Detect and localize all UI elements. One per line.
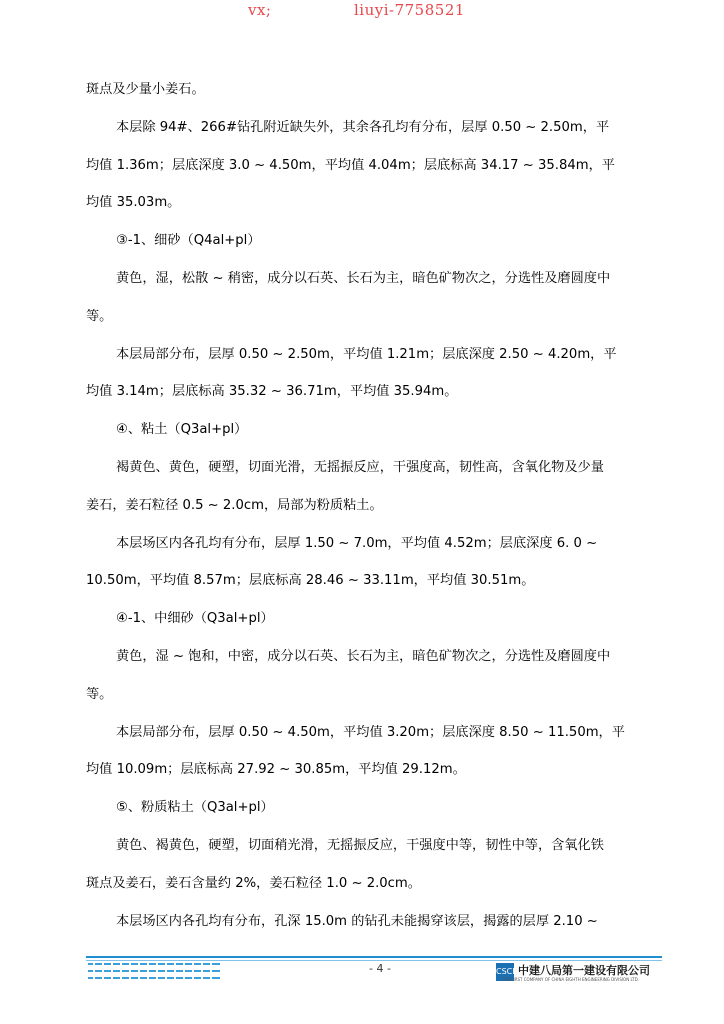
body-line: 黄色，湿，松散 ~ 稍密，成分以石英、长石为主，暗色矿物次之，分选性及磨圆度中: [116, 270, 611, 286]
body-line: 本层局部分布，层厚 0.50 ~ 2.50m，平均值 1.21m；层底深度 2.50 ~ 4.20m，平: [116, 346, 617, 362]
body-line: 黄色、褐黄色，硬塑，切面稍光滑，无摇振反应，干强度中等，韧性中等，含氧化铁: [116, 837, 604, 853]
watermark: [0, 1, 724, 23]
body-line: 等。: [86, 686, 113, 702]
body-line: 本层局部分布，层厚 0.50 ~ 4.50m，平均值 3.20m；层底深度 8.50 ~ 11.50m，平: [116, 724, 625, 740]
body-line: 姜石，姜石粒径 0.5 ~ 2.0cm，局部为粉质粘土。: [86, 497, 383, 513]
body-line: 10.50m，平均值 8.57m；层底标高 28.46 ~ 33.11m，平均值 30.51m。: [86, 573, 535, 589]
body-line: 本层场区内各孔均有分布，层厚 1.50 ~ 7.0m，平均值 4.52m；层底深度 6. 0 ~: [116, 535, 598, 551]
body-line: 斑点及姜石，姜石含量约 2%，姜石粒径 1.0 ~ 2.0cm。: [86, 875, 421, 891]
section-heading: ③-1、细砂（Q4al+pl）: [116, 233, 261, 249]
footer-rule-thin: [86, 960, 662, 961]
watermark-left: vx;: [248, 1, 272, 19]
body-line: 均值 35.03m。: [86, 195, 181, 211]
body-line: 黄色，湿 ~ 饱和，中密，成分以石英、长石为主，暗色矿物次之，分选性及磨圆度中: [116, 648, 611, 664]
body-line: 斑点及少量小姜石。: [86, 82, 205, 97]
body-line: 均值 10.09m；层底标高 27.92 ~ 30.85m，平均值 29.12m。: [86, 762, 466, 778]
company-name: 中建八局第一建设有限公司: [518, 964, 650, 977]
body-line: 等。: [86, 308, 113, 324]
section-heading: ④-1、中细砂（Q3al+pl）: [116, 611, 274, 627]
section-heading: ④、粘土（Q3al+pl）: [116, 422, 248, 438]
footer-rule: [86, 956, 662, 958]
body-line: 均值 1.36m；层底深度 3.0 ~ 4.50m，平均值 4.04m；层底标高 34.17 ~ 35.84m，平: [86, 157, 615, 173]
page-number: - 4 -: [369, 962, 391, 975]
watermark-right: liuyi-7758521: [354, 1, 465, 19]
body-line: 均值 3.14m；层底标高 35.32 ~ 36.71m，平均值 35.94m。: [86, 384, 458, 400]
company-logo-icon: CSCEC: [496, 963, 514, 981]
footer-pattern: [88, 962, 220, 982]
body-line: 本层场区内各孔均有分布，孔深 15.0m 的钻孔未能揭穿该层，揭露的层厚 2.10 ~: [116, 913, 598, 929]
section-heading: ⑤、粉质粘土（Q3al+pl）: [116, 800, 274, 816]
body-line: 本层除 94#、266#钻孔附近缺失外，其余各孔均有分布，层厚 0.50 ~ 2.50m，平: [116, 119, 610, 135]
document-body: [86, 71, 658, 940]
company-brand: [496, 962, 662, 986]
company-name-en: THE FIRST COMPANY OF CHINA EIGHTH ENGINEERING DIVISION LTD.: [502, 977, 639, 982]
body-line: 褐黄色、黄色，硬塑，切面光滑，无摇振反应，干强度高，韧性高，含氧化物及少量: [116, 459, 604, 475]
